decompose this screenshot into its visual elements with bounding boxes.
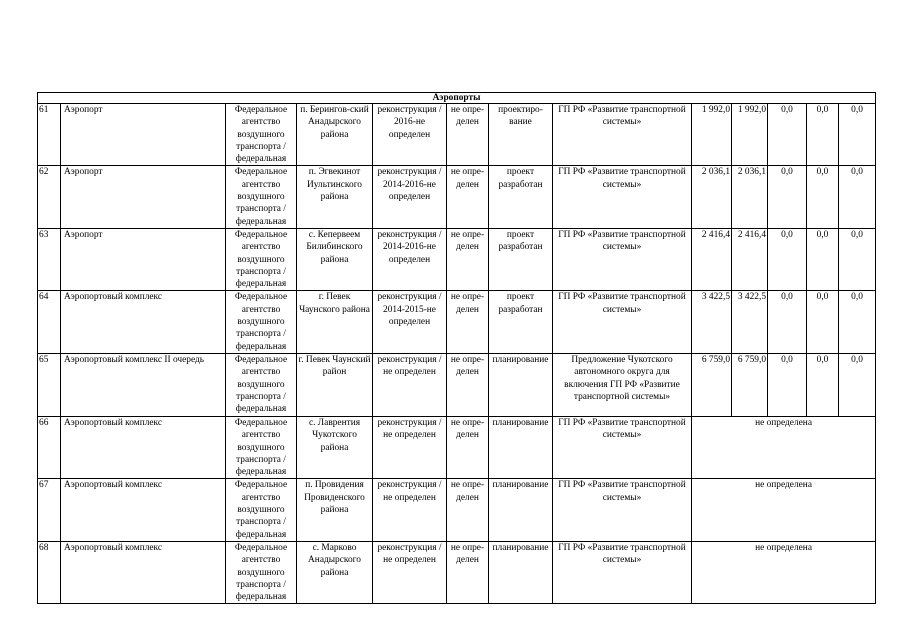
funding-other-cell: 0,0 — [839, 166, 876, 228]
stage-cell: планирование — [489, 353, 553, 416]
funding-undefined-cell: не определена — [692, 416, 876, 478]
row-number-cell: 62 — [38, 166, 61, 228]
funding-total-cell: 2 416,4 — [692, 228, 732, 290]
stage-cell: проект разработан — [489, 166, 553, 228]
term-cell: не опре-делен — [447, 228, 489, 290]
table-row — [38, 228, 876, 290]
funding-regional-cell: 0,0 — [768, 228, 807, 290]
table-row — [38, 166, 876, 228]
funding-undefined-cell: не определена — [692, 479, 876, 541]
program-cell: ГП РФ «Развитие транспортной системы» — [553, 541, 692, 603]
stage-cell: планирование — [489, 479, 553, 541]
work-type-cell: реконструкция / не определен — [373, 541, 447, 603]
table-row — [38, 479, 876, 541]
row-number-cell: 61 — [38, 104, 61, 166]
stage-cell: планирование — [489, 541, 553, 603]
stage-cell: проект разработан — [489, 291, 553, 353]
funding-federal-cell: 2 036,1 — [732, 166, 768, 228]
object-name-cell: Аэропортовый комплекс — [61, 479, 226, 541]
location-cell: г. Певек Чаунский район — [297, 353, 373, 416]
object-name-cell: Аэропортовый комплекс — [61, 291, 226, 353]
funding-regional-cell: 0,0 — [768, 291, 807, 353]
work-type-cell: реконструкция / 2014-2016-не определен — [373, 166, 447, 228]
program-cell: ГП РФ «Развитие транспортной системы» — [553, 479, 692, 541]
term-cell: не опре-делен — [447, 166, 489, 228]
term-cell: не опре-делен — [447, 479, 489, 541]
work-type-cell: реконструкция / 2016-не определен — [373, 104, 447, 166]
funding-other-cell: 0,0 — [839, 353, 876, 416]
funding-federal-cell: 6 759,0 — [732, 353, 768, 416]
work-type-cell: реконструкция / не определен — [373, 479, 447, 541]
program-cell: ГП РФ «Развитие транспортной системы» — [553, 228, 692, 290]
agency-cell: Федеральное агентство воздушного транспорта / федеральная — [226, 291, 297, 353]
location-cell: г. Певек Чаунского района — [297, 291, 373, 353]
row-number-cell: 64 — [38, 291, 61, 353]
funding-local-cell: 0,0 — [807, 228, 839, 290]
funding-other-cell: 0,0 — [839, 228, 876, 290]
program-cell: ГП РФ «Развитие транспортной системы» — [553, 416, 692, 478]
table-row — [38, 291, 876, 353]
object-name-cell: Аэропортовый комплекс — [61, 416, 226, 478]
funding-undefined-cell: не определена — [692, 541, 876, 603]
program-cell: ГП РФ «Развитие транспортной системы» — [553, 104, 692, 166]
agency-cell: Федеральное агентство воздушного транспорта / федеральная — [226, 228, 297, 290]
airports-table — [37, 92, 876, 604]
location-cell: п. Эгвекинот Иультинского района — [297, 166, 373, 228]
funding-total-cell: 6 759,0 — [692, 353, 732, 416]
object-name-cell: Аэропорт — [61, 166, 226, 228]
work-type-cell: реконструкция / 2014-2016-не определен — [373, 228, 447, 290]
location-cell: с. Марково Анадырского района — [297, 541, 373, 603]
funding-other-cell: 0,0 — [839, 291, 876, 353]
object-name-cell: Аэропортовый комплекс II очередь — [61, 353, 226, 416]
agency-cell: Федеральное агентство воздушного транспорта / федеральная — [226, 166, 297, 228]
agency-cell: Федеральное агентство воздушного транспорта / федеральная — [226, 479, 297, 541]
object-name-cell: Аэропорт — [61, 228, 226, 290]
work-type-cell: реконструкция / не определен — [373, 416, 447, 478]
funding-total-cell: 2 036,1 — [692, 166, 732, 228]
section-title: Аэропорты — [38, 93, 876, 104]
agency-cell: Федеральное агентство воздушного транспорта / федеральная — [226, 353, 297, 416]
table-row — [38, 104, 876, 166]
term-cell: не опре-делен — [447, 104, 489, 166]
object-name-cell: Аэропорт — [61, 104, 226, 166]
funding-federal-cell: 1 992,0 — [732, 104, 768, 166]
section-header-row — [38, 93, 876, 104]
program-cell: Предложение Чукотского автономного округа для включения ГП РФ «Развитие транспортной системы» — [553, 353, 692, 416]
row-number-cell: 67 — [38, 479, 61, 541]
location-cell: п. Провидения Провиденского района — [297, 479, 373, 541]
funding-total-cell: 3 422,5 — [692, 291, 732, 353]
funding-other-cell: 0,0 — [839, 104, 876, 166]
term-cell: не опре-делен — [447, 291, 489, 353]
funding-regional-cell: 0,0 — [768, 166, 807, 228]
location-cell: п. Берингов-ский Анадырского района — [297, 104, 373, 166]
funding-regional-cell: 0,0 — [768, 104, 807, 166]
funding-local-cell: 0,0 — [807, 104, 839, 166]
row-number-cell: 66 — [38, 416, 61, 478]
funding-regional-cell: 0,0 — [768, 353, 807, 416]
term-cell: не опре-делен — [447, 353, 489, 416]
row-number-cell: 65 — [38, 353, 61, 416]
row-number-cell: 68 — [38, 541, 61, 603]
funding-local-cell: 0,0 — [807, 353, 839, 416]
work-type-cell: реконструкция / не определен — [373, 353, 447, 416]
funding-local-cell: 0,0 — [807, 291, 839, 353]
funding-federal-cell: 2 416,4 — [732, 228, 768, 290]
table-row — [38, 541, 876, 603]
agency-cell: Федеральное агентство воздушного транспорта / федеральная — [226, 416, 297, 478]
program-cell: ГП РФ «Развитие транспортной системы» — [553, 166, 692, 228]
table-row — [38, 353, 876, 416]
agency-cell: Федеральное агентство воздушного транспорта / федеральная — [226, 541, 297, 603]
stage-cell: планирование — [489, 416, 553, 478]
program-cell: ГП РФ «Развитие транспортной системы» — [553, 291, 692, 353]
object-name-cell: Аэропортовый комплекс — [61, 541, 226, 603]
row-number-cell: 63 — [38, 228, 61, 290]
funding-total-cell: 1 992,0 — [692, 104, 732, 166]
funding-local-cell: 0,0 — [807, 166, 839, 228]
term-cell: не опре-делен — [447, 416, 489, 478]
funding-federal-cell: 3 422,5 — [732, 291, 768, 353]
stage-cell: проектиро-вание — [489, 104, 553, 166]
work-type-cell: реконструкция / 2014-2015-не определен — [373, 291, 447, 353]
table-row — [38, 416, 876, 478]
stage-cell: проект разработан — [489, 228, 553, 290]
location-cell: с. Кепервеем Билибинского района — [297, 228, 373, 290]
location-cell: с. Лаврентия Чукотского района — [297, 416, 373, 478]
agency-cell: Федеральное агентство воздушного транспорта / федеральная — [226, 104, 297, 166]
term-cell: не опре-делен — [447, 541, 489, 603]
